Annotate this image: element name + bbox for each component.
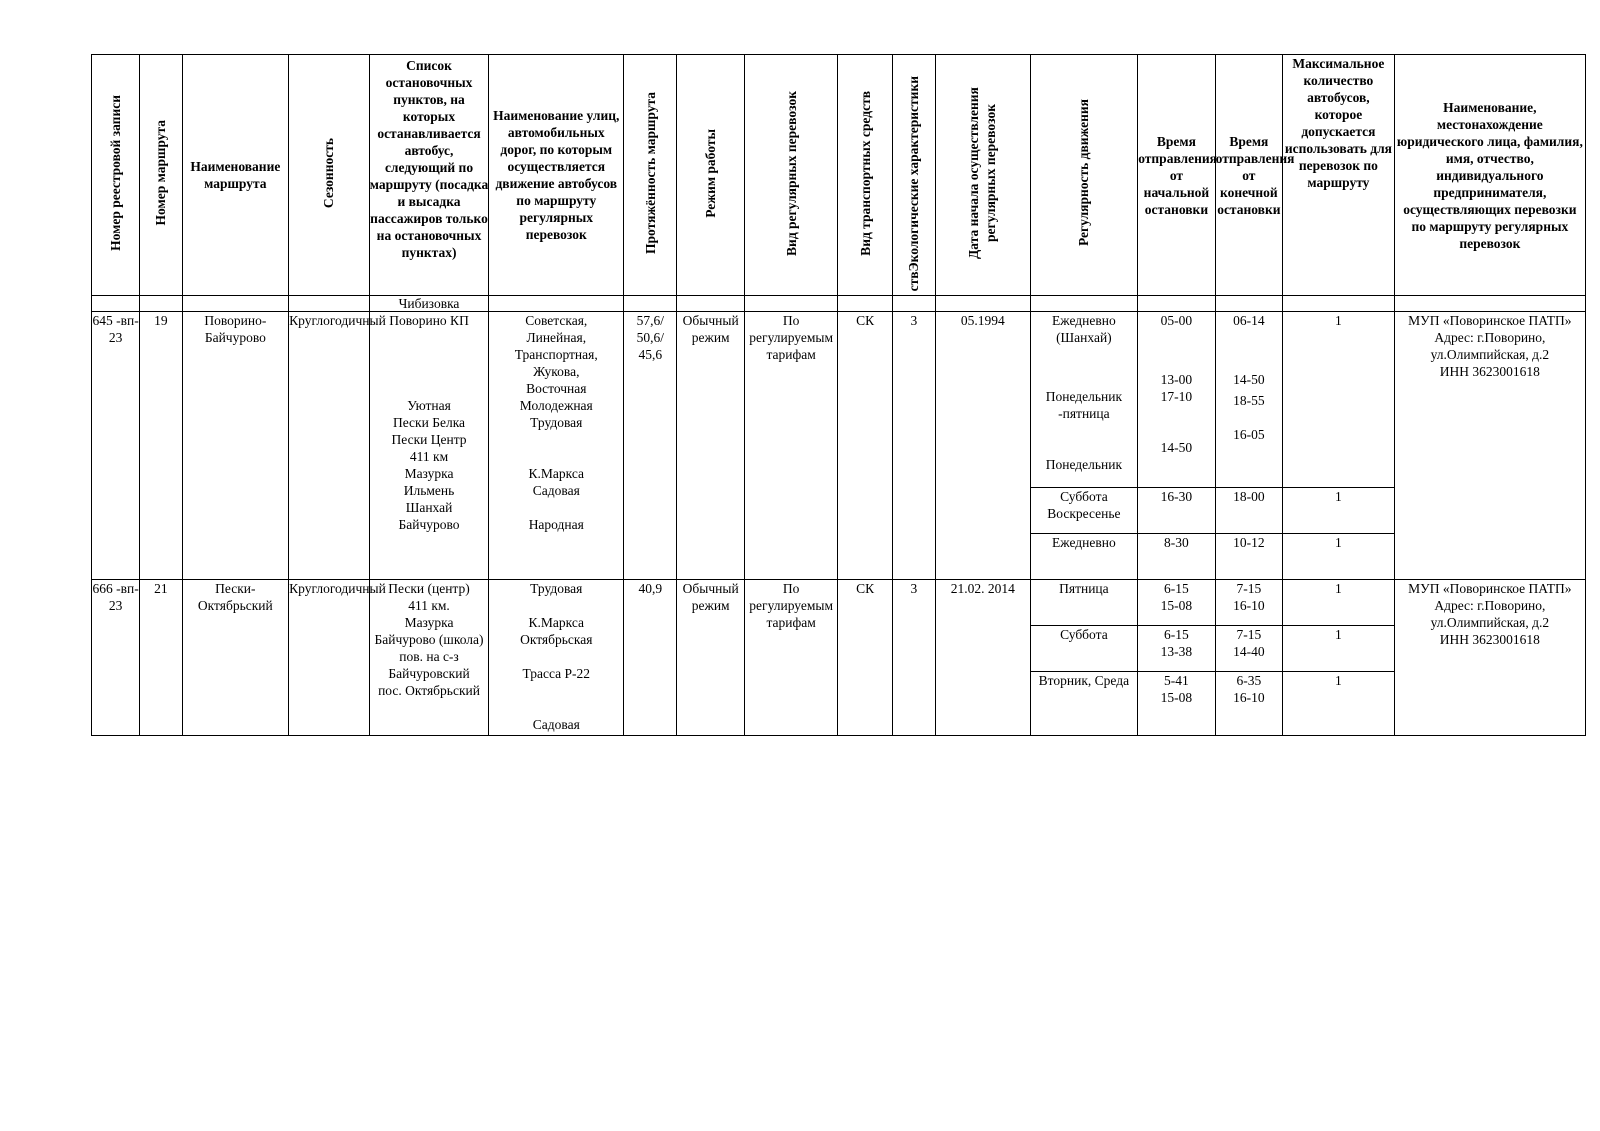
route-length: 57,6/ 50,6/ 45,6 xyxy=(624,312,677,580)
start-date: 21.02. 2014 xyxy=(936,580,1031,736)
regularity: Вторник, Среда xyxy=(1030,672,1138,736)
dep-end: 18-00 xyxy=(1215,488,1282,534)
dep-end: 10-12 xyxy=(1215,534,1282,580)
header-record-no: Номер реестровой записи xyxy=(92,55,140,296)
stops-list: Пески (центр) 411 км. Мазурка Байчурово (школа) пов. на с-з Байчуровский пос. Октябрьский xyxy=(369,580,489,736)
header-route-no: Номер маршрута xyxy=(140,55,182,296)
header-seasonality: Сезонность xyxy=(289,55,369,296)
max-buses: 1 xyxy=(1283,488,1395,534)
route-name: Пески-Октябрьский xyxy=(182,580,289,736)
max-buses: 1 xyxy=(1283,672,1395,736)
regularity: Ежедневно xyxy=(1030,534,1138,580)
header-streets: Наименование улиц, автомобильных дорог, по которым осуществляется движение автобусов по маршруту регулярных перевозок xyxy=(489,55,624,296)
work-mode: Обычный режим xyxy=(677,580,744,736)
dep-start: 16-30 xyxy=(1138,488,1215,534)
record-no: 645 -вп- 23 xyxy=(92,312,140,580)
spacer-stop: Чибизовка xyxy=(369,296,489,312)
table-row xyxy=(92,312,1586,488)
table-row xyxy=(92,580,1586,626)
max-buses: 1 xyxy=(1283,312,1395,488)
vehicle-type: СК xyxy=(838,312,892,580)
route-no: 19 xyxy=(140,312,182,580)
header-route-name: Наименование маршрута xyxy=(182,55,289,296)
seasonality: Круглогодичный xyxy=(289,312,369,580)
header-eco: ствЭкологические характеристики xyxy=(892,55,935,296)
route-name: Поворино-Байчурово xyxy=(182,312,289,580)
vehicle-type: СК xyxy=(838,580,892,736)
start-date: 05.1994 xyxy=(936,312,1031,580)
header-row xyxy=(92,55,1586,296)
header-carriage-type: Вид регулярных перевозок xyxy=(744,55,838,296)
header-stops-list: Список остановочных пунктов, на которых останавливается автобус, следующий по маршруту (посадка и высадка пассажиров только на остановочных пунктах) xyxy=(369,55,489,296)
route-no: 21 xyxy=(140,580,182,736)
dep-start: 6-15 13-38 xyxy=(1138,626,1215,672)
route-length: 40,9 xyxy=(624,580,677,736)
stops-list: Поворино КП Уютная Пески Белка Пески Центр 411 км Мазурка Ильмень Шанхай Байчурово xyxy=(369,312,489,580)
seasonality: Круглогодичный xyxy=(289,580,369,736)
regularity: Ежедневно (Шанхай) Понедельник -пятница Понедельник xyxy=(1030,312,1138,488)
dep-start: 8-30 xyxy=(1138,534,1215,580)
max-buses: 1 xyxy=(1283,626,1395,672)
header-length: Протяжённость маршрута xyxy=(624,55,677,296)
dep-end: 7-15 14-40 xyxy=(1215,626,1282,672)
carriage-type: По регулируемым тарифам xyxy=(744,312,838,580)
header-vehicle-type: Вид транспортных средств xyxy=(838,55,892,296)
dep-start: 05-00 13-00 17-10 14-50 xyxy=(1138,312,1215,488)
regularity: Суббота xyxy=(1030,626,1138,672)
dep-end: 7-15 16-10 xyxy=(1215,580,1282,626)
header-mode: Режим работы xyxy=(677,55,744,296)
max-buses: 1 xyxy=(1283,534,1395,580)
dep-start: 6-15 15-08 xyxy=(1138,580,1215,626)
header-carrier: Наименование, местонахождение юридического лица, фамилия, имя, отчество, индивидуального предпринимателя, осуществляющих перевозки по маршруту регулярных перевозок xyxy=(1394,55,1585,296)
dep-end: 6-35 16-10 xyxy=(1215,672,1282,736)
regularity: Пятница xyxy=(1030,580,1138,626)
eco-class: 3 xyxy=(892,580,935,736)
header-start-date: Дата начала осуществления регулярных перевозок xyxy=(936,55,1031,296)
carrier: МУП «Поворинское ПАТП» Адрес: г.Поворино, ул.Олимпийская, д.2 ИНН 3623001618 xyxy=(1394,580,1585,736)
dep-end: 06-14 14-50 18-55 16-05 xyxy=(1215,312,1282,488)
spacer-row xyxy=(92,296,1586,312)
carrier: МУП «Поворинское ПАТП» Адрес: г.Поворино, ул.Олимпийская, д.2 ИНН 3623001618 xyxy=(1394,312,1585,580)
header-regularity: Регулярность движения xyxy=(1030,55,1138,296)
streets: Советская, Линейная, Транспортная, Жукова, Восточная Молодежная Трудовая К.Маркса Садовая Народная xyxy=(489,312,624,580)
max-buses: 1 xyxy=(1283,580,1395,626)
header-max-buses: Максимальное количество автобусов, которое допускается использовать для перевозок по маршруту xyxy=(1283,55,1395,296)
record-no: 666 -вп- 23 xyxy=(92,580,140,736)
work-mode: Обычный режим xyxy=(677,312,744,580)
header-dep-start: Время отправления от начальной остановки xyxy=(1138,55,1215,296)
carriage-type: По регулируемым тарифам xyxy=(744,580,838,736)
header-dep-end: Время отправления от конечной остановки xyxy=(1215,55,1282,296)
route-registry-table xyxy=(91,54,1586,736)
regularity: Суббота Воскресенье xyxy=(1030,488,1138,534)
streets: Трудовая К.Маркса Октябрьская Трасса Р-22 Садовая xyxy=(489,580,624,736)
eco-class: 3 xyxy=(892,312,935,580)
dep-start: 5-41 15-08 xyxy=(1138,672,1215,736)
